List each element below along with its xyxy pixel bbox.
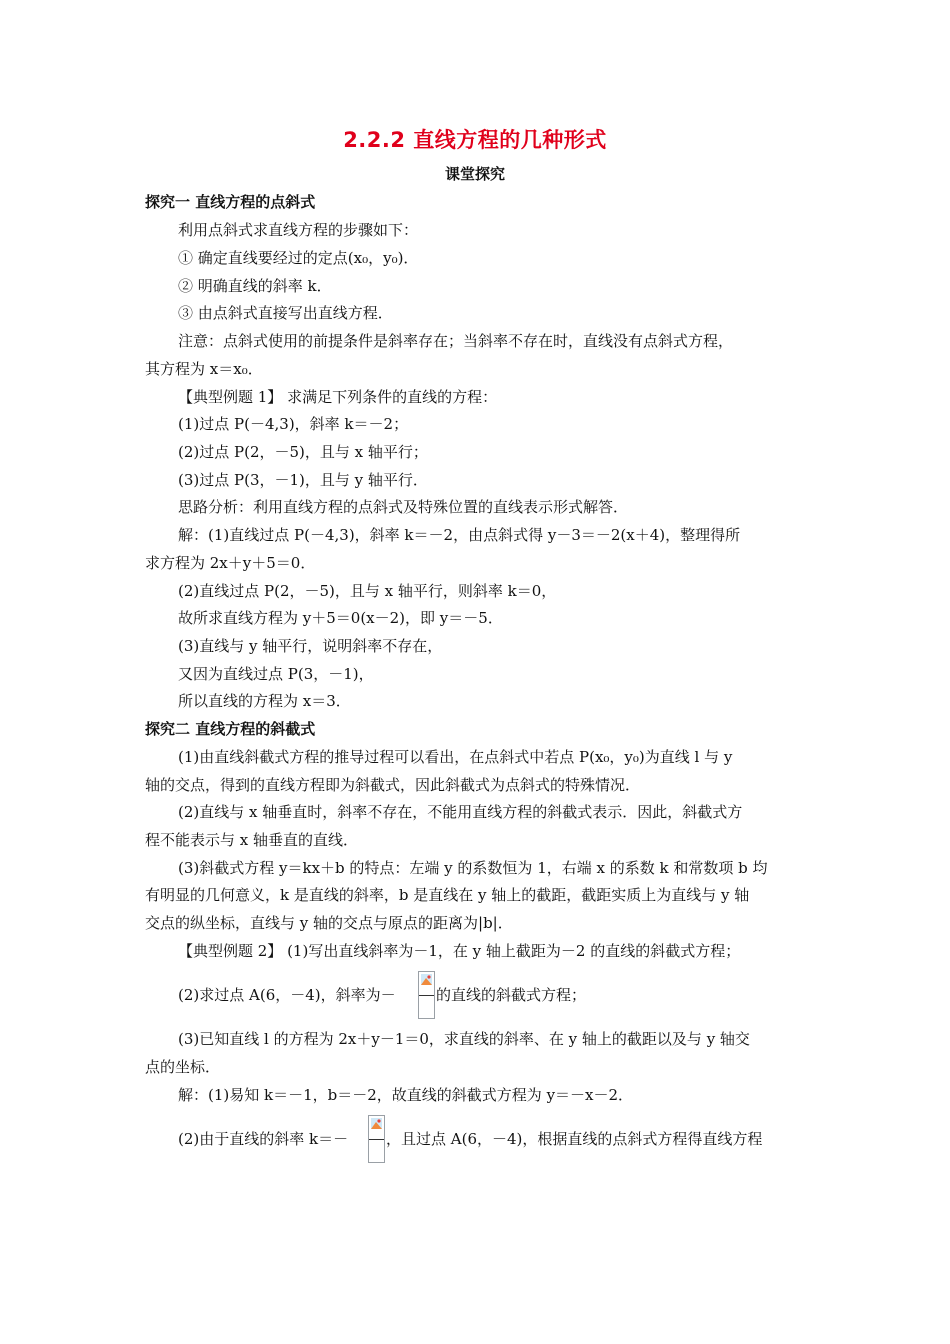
paragraph-continued: 程不能表示与 x 轴垂直的直线． [145,831,358,849]
example-1-item: (1)过点 P(－4,3)，斜率 k＝－2； [178,415,409,433]
fraction-bar [419,995,434,996]
note: 注意：点斜式使用的前提条件是斜率存在；当斜率不存在时，直线没有点斜式方程， [178,332,734,350]
section-subtitle: 课堂探究 [444,165,505,183]
example-1-item: (2)过点 P(2，－5)，且与 x 轴平行； [178,443,428,461]
step-3: ③ 由点斜式直接写出直线方程． [178,304,393,322]
paragraph: (2)直线与 x 轴垂直时，斜率不存在，不能用直线方程的斜截式表示．因此，斜截式方 [178,803,743,821]
example-2-heading: 【典型例题 2】 (1)写出直线斜率为－1，在 y 轴上截距为－2 的直线的斜截式方程； [178,942,741,960]
solution-3-continued: 又因为直线过点 P(3，－1)， [178,665,374,683]
example-2-item-continued: 点的坐标． [145,1058,221,1076]
solution-example-2: 解：(1)易知 k＝－1，b＝－2，故直线的斜截式方程为 y＝－x－2． [178,1086,634,1104]
solution-3: (3)直线与 y 轴平行，说明斜率不存在， [178,637,443,655]
analysis: 思路分析：利用直线方程的点斜式及特殊位置的直线表示形式解答． [178,498,629,516]
solution-3-continued: 所以直线的方程为 x＝3． [178,692,351,710]
solution-example-2-part-2: (2)由于直线的斜率 k＝－ [178,1130,349,1148]
paragraph: (3)斜截式方程 y＝kx＋b 的特点：左端 y 的系数恒为 1，右端 x 的系数 k 和常数项 b 均 [178,859,768,877]
paragraph: 利用点斜式求直线方程的步骤如下： [178,221,419,239]
solution-2-continued: 故所求直线方程为 y＋5＝0(x－2)，即 y＝－5． [178,609,503,627]
note-continued: 其方程为 x＝x₀． [145,360,263,378]
solution-2: (2)直线过点 P(2，－5)，且与 x 轴平行，则斜率 k＝0， [178,582,557,600]
paragraph: (1)由直线斜截式方程的推导过程可以看出，在点斜式中若点 P(x₀，y₀)为直线 l 与 y [178,748,733,766]
paragraph-continued: 交点的纵坐标，直线与 y 轴的交点与原点的距离为|b|． [145,914,513,932]
image-placeholder-icon [371,1118,382,1129]
fraction-image [368,1115,385,1163]
example-2-item: (3)已知直线 l 的方程为 2x＋y－1＝0，求直线的斜率、在 y 轴上的截距以及与 y 轴交 [178,1030,750,1048]
paragraph-continued: 有明显的几何意义，k 是直线的斜率，b 是直线在 y 轴上的截距，截距实质上为直线与 y 轴 [145,886,750,904]
solution-1-continued: 求方程为 2x＋y＋5＝0． [145,554,316,572]
step-2: ② 明确直线的斜率 k． [178,277,332,295]
paragraph-continued: 轴的交点，得到的直线方程即为斜截式，因此斜截式为点斜式的特殊情况． [145,776,641,794]
image-placeholder-icon [421,974,432,985]
example-1-heading: 【典型例题 1】 求满足下列条件的直线的方程： [178,388,498,406]
page-title: 2.2.2 直线方程的几种形式 [343,128,607,152]
solution-example-2-continued: ，且过点 A(6，－4)，根据直线的点斜式方程得直线方程 [386,1130,763,1148]
fraction-bar [369,1139,384,1140]
example-2-item-continued: 的直线的斜截式方程； [436,986,587,1004]
solution-1: 解：(1)直线过点 P(－4,3)，斜率 k＝－2，由点斜式得 y－3＝－2(x＋4)，整理得所 [178,526,741,544]
heading-explore-2: 探究二 直线方程的斜截式 [145,720,316,738]
heading-explore-1: 探究一 直线方程的点斜式 [145,193,316,211]
step-1: ① 确定直线要经过的定点(x₀，y₀)． [178,249,419,267]
fraction-image [418,971,435,1019]
example-2-item: (2)求过点 A(6，－4)，斜率为－ [178,986,396,1004]
example-1-item: (3)过点 P(3，－1)，且与 y 轴平行． [178,471,428,489]
